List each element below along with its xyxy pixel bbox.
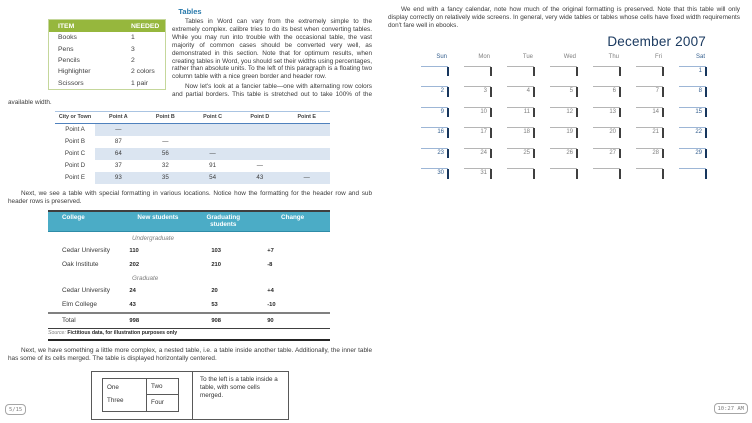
day-tick-icon [619,169,621,179]
day-number: 24 [480,149,487,156]
supplies-cell: Pens [58,45,74,53]
day-tick-icon [619,149,621,159]
college-row [48,284,330,298]
day-number: 5 [569,88,573,95]
day-tick-icon [576,67,578,77]
day-number: 17 [480,129,487,136]
day-tick-icon [490,149,492,159]
calendar-grid [421,66,706,182]
day-number: 19 [566,129,573,136]
calendar-day-cell [593,168,620,181]
day-number: 7 [655,88,659,95]
calendar-day-cell [421,127,448,140]
distance-header-cell: City or Town [55,111,95,123]
source-note [48,329,330,341]
distance-header-cell: Point B [142,111,189,123]
supplies-header-row [49,20,166,33]
day-tick-icon [705,87,707,97]
day-number: 18 [523,129,530,136]
calendar-day-cell [593,66,620,79]
distance-cell: 64 [95,148,142,160]
calendar-day-names [421,54,706,62]
distance-header-cell: Point D [236,111,283,123]
page-left [8,6,372,420]
day-number: 29 [695,149,702,156]
college-cell: +7 [267,247,274,254]
day-number: 31 [480,170,487,177]
distance-row [55,148,330,160]
supplies-cell: Scissors [58,79,84,87]
college-cell: -8 [267,261,273,268]
calendar-day-cell [507,66,534,79]
calendar-day-cell [550,107,577,120]
calendar-day-name: Fri [655,53,662,60]
day-number: 11 [523,108,530,115]
college-subheader-cell: Undergraduate [132,234,175,242]
day-tick-icon [447,149,449,159]
calendar-day-cell [550,66,577,79]
day-number: 27 [609,149,616,156]
calendar-day-name: Wed [563,53,576,60]
distance-cell: — [162,138,169,146]
calendar-title: December 2007 [607,33,706,49]
inner-cell-two: Two [147,378,179,394]
inner-cell-three: Three [107,397,124,405]
supplies-cell: Pencils [58,56,80,64]
college-header-cell: College [48,211,124,232]
college-cell: 110 [129,247,139,254]
calendar-day-cell [679,127,706,140]
college-cell: 210 [211,261,221,268]
distance-cell: Point C [64,150,86,158]
day-number: 22 [695,129,702,136]
day-tick-icon [490,169,492,179]
day-tick-icon [662,87,664,97]
day-tick-icon [447,67,449,77]
day-number: 3 [483,88,487,95]
day-tick-icon [490,87,492,97]
calendar-day-cell [507,168,534,181]
college-total-cell: 998 [124,313,191,329]
college-cell: Oak Institute [62,261,99,269]
calendar-day-cell [636,148,663,161]
day-tick-icon [533,67,535,77]
college-total-cell: 908 [191,313,255,329]
calendar-day-cell [593,148,620,161]
distance-cell: 91 [209,162,217,170]
calendar-day-cell [679,66,706,79]
supplies-row [49,78,166,90]
college-table [48,210,330,329]
calendar-day-name: Tue [522,53,533,60]
calendar-day-cell [464,86,491,99]
college-subheader-row [48,231,330,244]
calendar-day-cell [636,127,663,140]
supplies-cell: 1 pair [131,79,149,87]
distance-cell: — [283,172,330,184]
day-tick-icon [619,87,621,97]
day-tick-icon [447,87,449,97]
distance-cell: — [95,123,142,136]
supplies-row [49,66,166,77]
distance-cell: Point E [65,174,85,182]
day-tick-icon [619,67,621,77]
distance-cell [283,148,330,160]
distance-cell: 56 [142,148,189,160]
day-number: 9 [440,108,444,115]
day-tick-icon [662,169,664,179]
college-cell: Elm College [62,301,98,309]
day-number: 20 [609,129,616,136]
source-label: Source: [48,330,66,337]
college-cell: 20 [211,287,218,294]
calendar-day-cell [550,148,577,161]
college-header-row [48,211,330,232]
calendar-day-cell [464,66,491,79]
calendar-day-cell [421,86,448,99]
college-subheader-cell: Graduate [132,274,159,282]
distance-cell: 54 [189,172,236,184]
distance-cell: — [189,148,236,160]
calendar-day-cell [421,168,448,181]
college-cell: +4 [267,287,274,294]
day-number: 6 [612,88,616,95]
calendar-day-cell [507,86,534,99]
distance-cell: 43 [236,172,283,184]
calendar-day-name: Sat [695,53,705,60]
supplies-cell: Highlighter [58,68,91,76]
day-number: 28 [652,149,659,156]
college-cell: 53 [211,301,218,308]
college-header-cell: Change [255,211,330,232]
day-tick-icon [619,128,621,138]
calendar-day-name: Mon [478,53,490,60]
distance-cell: 37 [114,162,122,170]
college-row [48,298,330,313]
calendar-paragraph: We end with a fancy calendar, note how much of the original formatting is preserved. Note that this table will only display correctly on relatively wide screens. In general, very wide tables or tables whose cells have fixed width requirements don't fare well in ebooks. [388,6,740,29]
calendar-day-cell [507,107,534,120]
supplies-cell: 1 [131,34,135,42]
supplies-table [48,19,166,90]
college-cell: -10 [267,301,276,308]
day-tick-icon [662,67,664,77]
supplies-row [49,55,166,66]
distance-cell [236,136,283,148]
distance-header-cell: Point E [283,111,330,123]
day-tick-icon [490,128,492,138]
distance-cell: Point A [65,126,85,134]
supplies-row [49,32,166,43]
calendar [388,34,706,182]
distance-cell [189,123,236,136]
supplies-cell: 2 [131,56,135,64]
day-number: 13 [609,108,616,115]
day-number: 25 [523,149,530,156]
day-tick-icon [576,128,578,138]
calendar-day-cell [421,66,448,79]
college-subheader-row [48,272,330,284]
supplies-cell: 2 colors [131,68,155,76]
day-tick-icon [447,108,449,118]
nested-outer-left-cell [92,372,193,419]
day-number: 15 [695,108,702,115]
nested-table-paragraph: Next, we have something a little more complex, a nested table, i.e. a table inside another table. Additionally, the inner table has some of its cells merged. The table is displayed horizontally centered. [8,346,372,362]
calendar-day-cell [636,107,663,120]
calendar-day-name: Thu [608,53,619,60]
calendar-day-cell [593,86,620,99]
college-header-cell: Graduating students [191,211,255,232]
calendar-day-cell [550,168,577,181]
distance-row [55,160,330,172]
distance-cell: — [256,162,263,170]
day-number: 10 [480,108,487,115]
college-cell: 43 [129,301,136,308]
page-right [388,6,740,181]
page-indicator[interactable]: 5/15 [5,404,26,415]
college-total-row [48,313,330,329]
day-tick-icon [576,169,578,179]
calendar-day-cell [464,107,491,120]
college-total-cell: 90 [255,313,330,329]
day-tick-icon [490,67,492,77]
day-tick-icon [533,87,535,97]
distance-table [55,111,330,184]
college-row [48,244,330,258]
college-cell: Cedar University [62,247,111,255]
calendar-day-cell [679,86,706,99]
calendar-day-cell [464,168,491,181]
day-tick-icon [533,108,535,118]
day-number: 2 [440,88,444,95]
special-formatting-paragraph: Next, we see a table with special formatting in various locations. Notice how the formatting for the header row and sub header rows is preserved. [8,189,372,205]
clock: 10:27 AM [714,403,749,414]
day-number: 30 [437,170,444,177]
fancier-table-paragraph: Now let's look at a fancier table—one with alternating row colors and partial borders. This table is stretched out to take 100% of the available width. [8,83,372,107]
distance-header-cell: Point C [189,111,236,123]
calendar-day-cell [636,66,663,79]
distance-cell [142,123,189,136]
day-number: 8 [698,88,702,95]
supplies-cell: 3 [131,45,135,53]
day-number: 1 [698,67,702,74]
distance-row [55,136,330,148]
day-number: 4 [526,88,530,95]
source-text: Fictitious data, for illustration purposes only [67,330,178,337]
day-tick-icon [533,149,535,159]
calendar-day-cell [679,148,706,161]
distance-row [55,172,330,184]
day-tick-icon [705,108,707,118]
day-tick-icon [619,108,621,118]
supplies-header-cell: NEEDED [122,20,166,33]
distance-cell [283,160,330,172]
day-tick-icon [533,169,535,179]
calendar-day-cell [550,86,577,99]
calendar-day-cell [593,127,620,140]
nested-table [91,371,289,420]
calendar-day-cell [507,148,534,161]
distance-cell: Point B [65,138,85,146]
day-tick-icon [705,149,707,159]
day-tick-icon [705,169,707,179]
inner-cell-four: Four [151,399,164,407]
day-tick-icon [662,149,664,159]
calendar-day-cell [421,148,448,161]
day-number: 23 [437,149,444,156]
day-tick-icon [705,67,707,77]
distance-cell: 93 [95,172,142,184]
calendar-day-name: Sun [436,53,447,60]
college-row [48,258,330,272]
distance-cell [236,148,283,160]
distance-cell: 32 [161,162,169,170]
inner-table [102,378,179,412]
calendar-day-cell [421,107,448,120]
inner-table-row [103,378,179,394]
day-tick-icon [576,108,578,118]
college-cell: 103 [211,247,221,254]
calendar-day-cell [464,127,491,140]
intro-paragraph: Tables in Word can vary from the extremely simple to the extremely complex. calibre tries to do its best when converting tables. While you may run into trouble with the occasional table, the vast majority of common cases should be converted very well, as demonstrated in this section. Note that for optimum results, when creating tables in Word, you should set their widths using percentages, rather than absolute units. To the left of this paragraph is a floating two column table with a nice green border and header row. [172,18,372,81]
nested-table-caption: To the left is a table inside a table, with some cells merged. [200,375,278,399]
calendar-day-cell [464,148,491,161]
supplies-header-cell: ITEM [49,20,123,33]
college-total-cell: Total [48,313,124,329]
day-number: 14 [652,108,659,115]
day-tick-icon [447,169,449,179]
day-number: 12 [566,108,573,115]
distance-header-row [55,111,330,123]
college-header-cell: New students [124,211,191,232]
distance-cell: 35 [142,172,189,184]
calendar-day-cell [679,168,706,181]
section-heading: Tables [178,7,202,16]
distance-cell: Point D [64,162,86,170]
calendar-day-cell [679,107,706,120]
distance-cell [283,123,330,136]
calendar-day-cell [593,107,620,120]
day-tick-icon [447,128,449,138]
inner-cell-one: One [107,383,119,391]
distance-cell [236,123,283,136]
day-number: 16 [437,129,444,136]
day-tick-icon [662,128,664,138]
calendar-day-cell [550,127,577,140]
day-tick-icon [662,108,664,118]
college-cell: Cedar University [62,287,111,295]
distance-row [55,123,330,136]
day-number: 26 [566,149,573,156]
day-tick-icon [576,87,578,97]
supplies-row [49,43,166,54]
distance-cell [283,136,330,148]
day-tick-icon [705,128,707,138]
day-number: 21 [652,129,659,136]
calendar-day-cell [636,86,663,99]
calendar-day-cell [636,168,663,181]
day-tick-icon [533,128,535,138]
college-cell: 24 [129,287,136,294]
distance-header-cell: Point A [95,111,142,123]
day-tick-icon [490,108,492,118]
distance-cell: 87 [114,138,122,146]
distance-cell [189,136,236,148]
inner-merged-cell [103,378,147,411]
day-tick-icon [576,149,578,159]
supplies-cell: Books [58,34,77,42]
calendar-table [421,54,706,182]
calendar-day-cell [507,127,534,140]
college-cell: 202 [129,261,140,268]
